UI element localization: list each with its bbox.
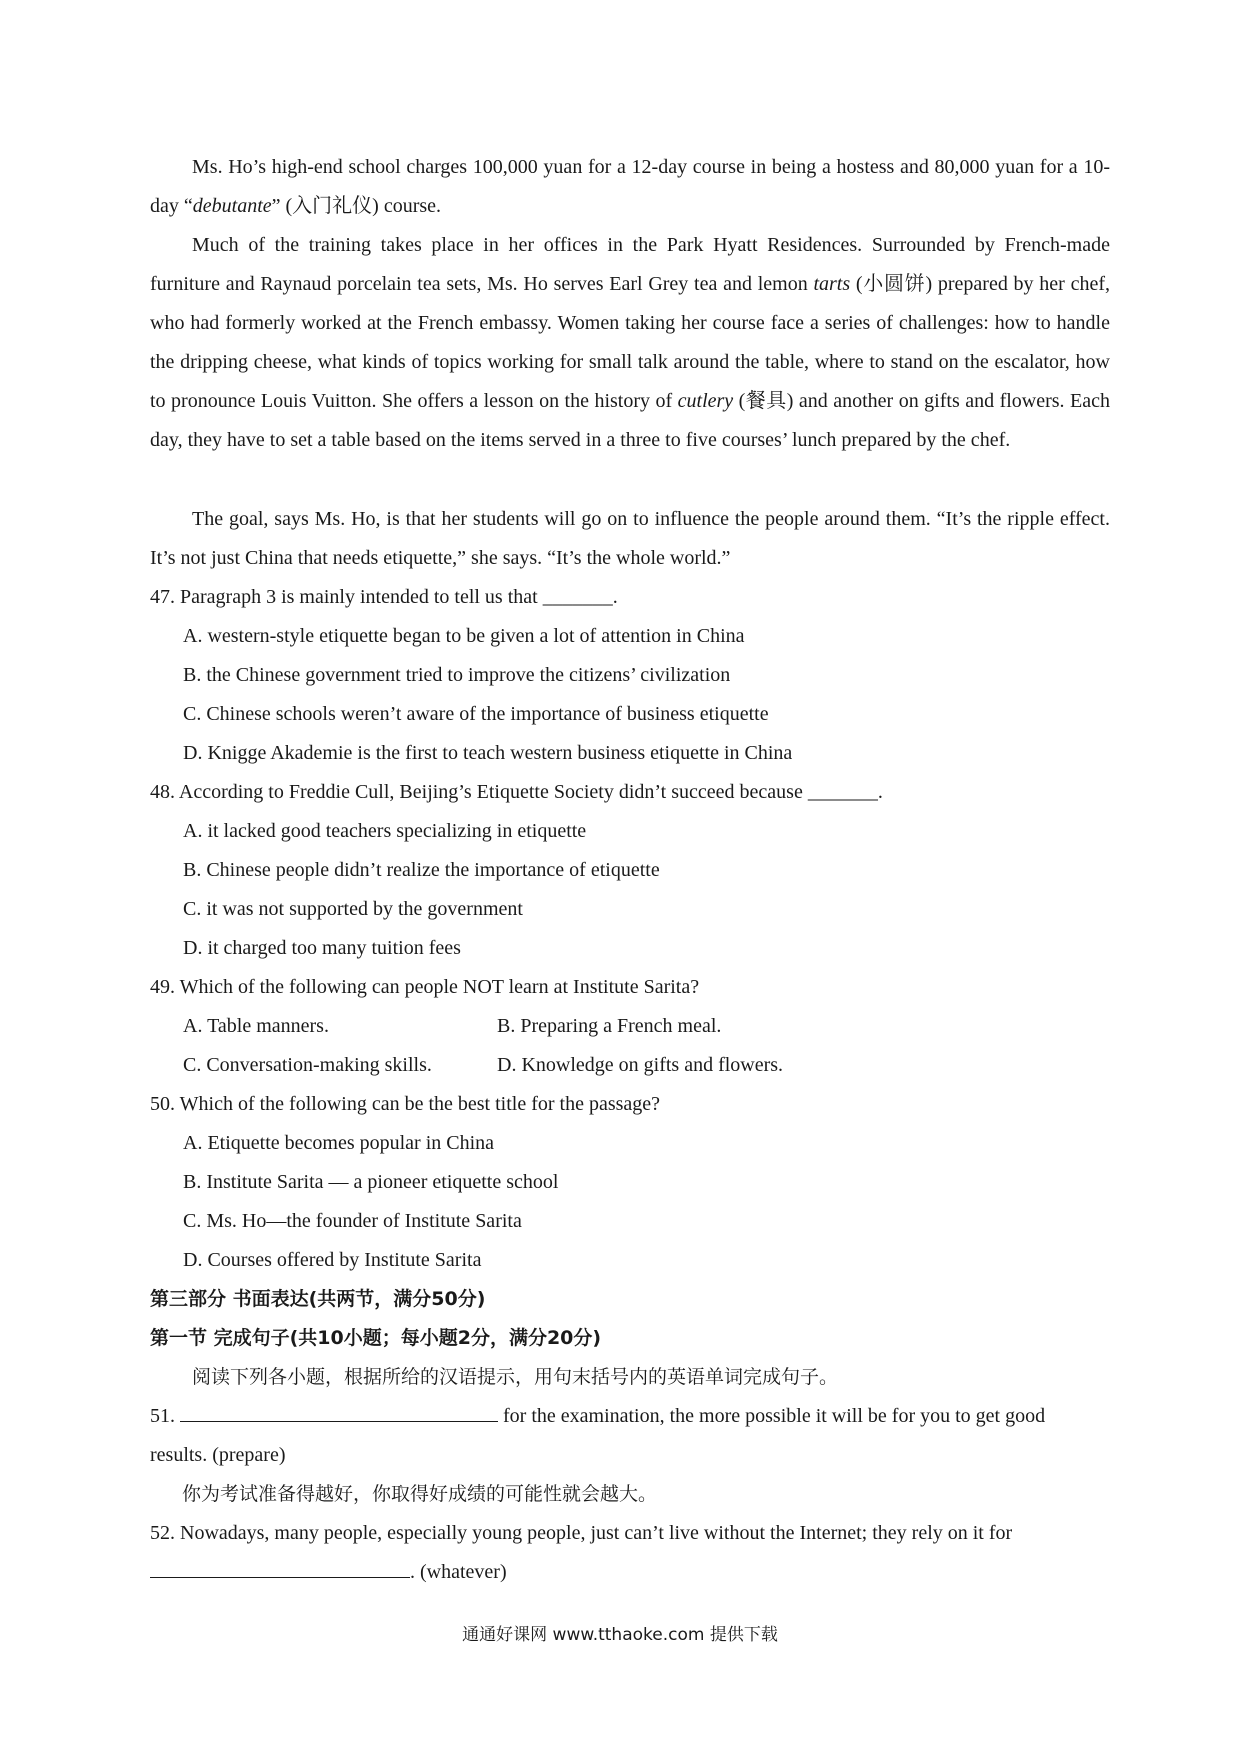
part-3-heading: 第三部分 书面表达(共两节，满分50分) — [150, 1288, 486, 1310]
q47-option-c[interactable]: C. Chinese schools weren’t aware of the importance of business etiquette — [183, 703, 769, 725]
section-instruction: 阅读下列各小题，根据所给的汉语提示，用句末括号内的英语单词完成句子。 — [192, 1366, 839, 1388]
passage-paragraph-3: The goal, says Ms. Ho, is that her students will go on to influence the people around them. “It’s the ripple effect. It’s not just China that needs etiquette,” she says. “It’s the whole world.” — [150, 508, 1110, 569]
question-51-continued: results. (prepare) — [150, 1444, 286, 1466]
q48-option-a[interactable]: A. it lacked good teachers specializing in etiquette — [183, 820, 587, 842]
section-1-heading: 第一节 完成句子(共10小题；每小题2分，满分20分) — [150, 1327, 602, 1349]
q49-option-b[interactable]: B. Preparing a French meal. — [497, 1015, 722, 1037]
question-51: 51. for the examination, the more possible it will be for you to get good — [150, 1405, 1046, 1427]
passage-paragraph-1: Ms. Ho’s high-end school charges 100,000 yuan for a 12-day course in being a hostess and 80,000 yuan for a 10-day “debutante” (入门礼仪) course. — [150, 156, 1110, 217]
q49-option-c[interactable]: C. Conversation-making skills. — [183, 1054, 432, 1076]
question-50: 50. Which of the following can be the best title for the passage? — [150, 1093, 661, 1115]
q49-option-d[interactable]: D. Knowledge on gifts and flowers. — [497, 1054, 784, 1076]
q51-answer-blank[interactable] — [180, 1403, 498, 1422]
q47-option-b[interactable]: B. the Chinese government tried to improve the citizens’ civilization — [183, 664, 731, 686]
question-52: 52. Nowadays, many people, especially young people, just can’t live without the Internet; they rely on it for — [150, 1522, 1013, 1544]
q48-option-b[interactable]: B. Chinese people didn’t realize the importance of etiquette — [183, 859, 660, 881]
q48-option-c[interactable]: C. it was not supported by the government — [183, 898, 523, 920]
q47-option-a[interactable]: A. western-style etiquette began to be given a lot of attention in China — [183, 625, 745, 647]
question-52-continued: . (whatever) — [150, 1558, 507, 1586]
q50-option-b[interactable]: B. Institute Sarita — a pioneer etiquette school — [183, 1171, 559, 1193]
q47-option-d[interactable]: D. Knigge Akademie is the first to teach western business etiquette in China — [183, 742, 793, 764]
q50-option-a[interactable]: A. Etiquette becomes popular in China — [183, 1132, 495, 1154]
q52-answer-blank[interactable] — [150, 1559, 410, 1578]
q50-option-c[interactable]: C. Ms. Ho—the founder of Institute Sarita — [183, 1210, 522, 1232]
question-49: 49. Which of the following can people NOT learn at Institute Sarita? — [150, 976, 700, 998]
passage-paragraph-2: Much of the training takes place in her offices in the Park Hyatt Residences. Surrounded by French-made furniture and Raynaud porcelain tea sets, Ms. Ho serves Earl Grey tea and lemon tarts (小圆饼) prepared by her chef, who had formerly worked at the French embassy. Women taking her course face a series of challenges: how to handle the dripping cheese, what kinds of topics working for small talk around the table, where to stand on the escalator, how to pronounce Louis Vuitton. She offers a lesson on the history of cutlery (餐具) and another on gifts and flowers. Each day, they have to set a table based on the items served in a three to five courses’ lunch prepared by the chef. — [150, 234, 1110, 451]
q49-option-a[interactable]: A. Table manners. — [183, 1015, 329, 1037]
q50-option-d[interactable]: D. Courses offered by Institute Sarita — [183, 1249, 482, 1271]
q48-option-d[interactable]: D. it charged too many tuition fees — [183, 937, 461, 959]
page-footer: 通通好课网 www.tthaoke.com 提供下载 — [462, 1625, 778, 1645]
question-51-chinese-hint: 你为考试准备得越好，你取得好成绩的可能性就会越大。 — [182, 1483, 658, 1505]
question-48: 48. According to Freddie Cull, Beijing’s Etiquette Society didn’t succeed because _______. — [150, 781, 883, 803]
question-47: 47. Paragraph 3 is mainly intended to tell us that _______. — [150, 586, 618, 608]
